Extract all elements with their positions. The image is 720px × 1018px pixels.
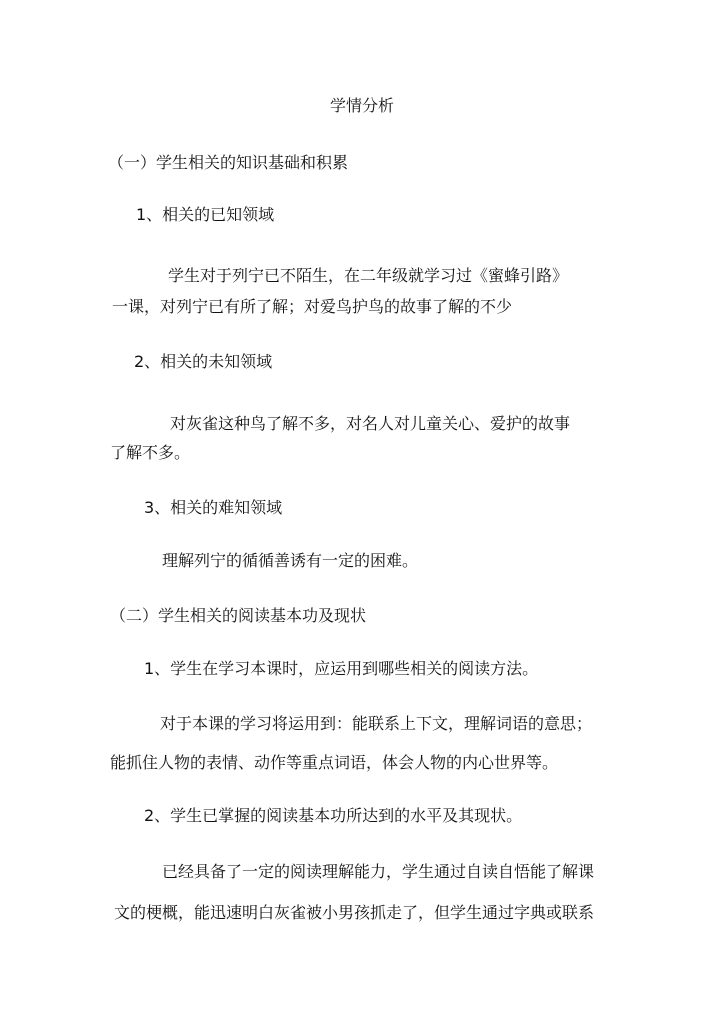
section-2-item-1-body-line-1: 对于本课的学习将运用到：能联系上下文，理解词语的意思； — [160, 714, 593, 733]
section-2-item-2-body-line-2: 文的梗概，能迅速明白灰雀被小男孩抓走了，但学生通过字典或联系 — [114, 903, 595, 922]
section-1-item-2-heading: 2、相关的未知领域 — [134, 352, 273, 371]
section-1-item-1-body-line-1: 学生对于列宁已不陌生，在二年级就学习过《蜜蜂引路》 — [168, 266, 569, 285]
page-title: 学情分析 — [330, 96, 395, 115]
section-1-item-1-body-line-2: 一课，对列宁已有所了解；对爱鸟护鸟的故事了解的不少 — [112, 297, 513, 316]
section-2-heading: （二）学生相关的阅读基本功及现状 — [110, 606, 367, 625]
section-2-item-2-heading: 2、学生已掌握的阅读基本功所达到的水平及其现状。 — [144, 806, 523, 825]
section-2-item-2-body-line-1: 已经具备了一定的阅读理解能力，学生通过自读自悟能了解课 — [162, 862, 595, 881]
section-2-item-1-body-line-2: 能抓住人物的表情、动作等重点词语，体会人物的内心世界等。 — [110, 753, 559, 772]
section-2-item-1-heading: 1、学生在学习本课时，应运用到哪些相关的阅读方法。 — [144, 659, 539, 678]
section-1-item-2-body-line-1: 对灰雀这种鸟了解不多，对名人对儿童关心、爱护的故事 — [170, 414, 571, 433]
section-1-item-2-body-line-2: 了解不多。 — [110, 443, 191, 462]
section-1-heading: （一）学生相关的知识基础和积累 — [108, 153, 349, 172]
section-1-item-3-body-line-1: 理解列宁的循循善诱有一定的困难。 — [162, 551, 419, 570]
section-1-item-3-heading: 3、相关的难知领域 — [144, 498, 283, 517]
section-1-item-1-heading: 1、相关的已知领域 — [136, 205, 275, 224]
